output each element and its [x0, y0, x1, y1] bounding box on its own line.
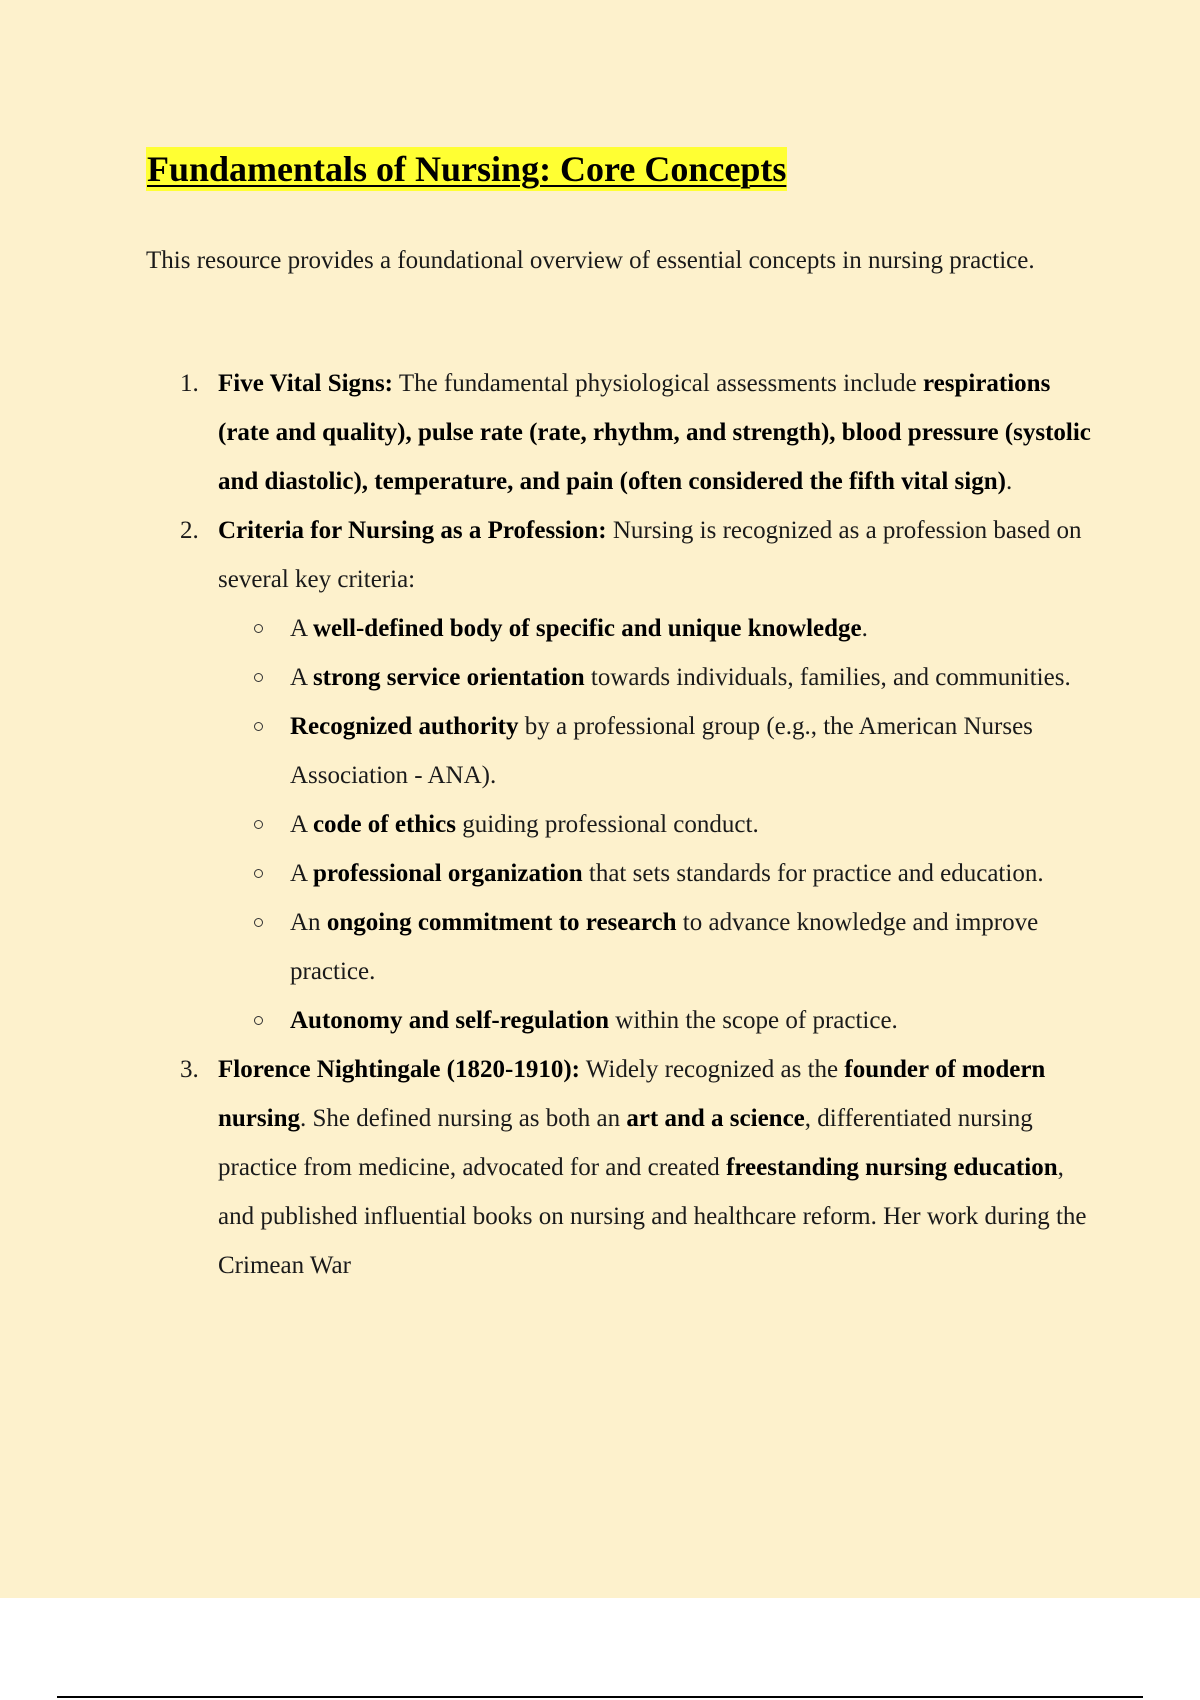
- sub-item-text: .: [861, 615, 868, 642]
- sub-item-text: An: [290, 909, 327, 936]
- sub-item-bold: code of ethics: [312, 811, 456, 838]
- item-text: . She defined nursing as both an: [299, 1105, 627, 1132]
- sub-list-item: [218, 898, 1096, 996]
- footer-divider: [57, 1696, 1143, 1698]
- hollow-bullet-icon: [254, 1016, 263, 1025]
- item-heading: Five Vital Signs:: [218, 370, 394, 397]
- hollow-bullet-icon: [254, 673, 263, 682]
- sub-list-item: [218, 800, 1096, 849]
- hollow-bullet-icon: [254, 869, 263, 878]
- item-text: , and published influential books on nursing and healthcare reform. Her work during the Crimean War: [218, 1154, 1087, 1279]
- sub-item-text: towards individuals, families, and communities.: [584, 664, 1071, 691]
- list-number: 2.: [180, 517, 199, 544]
- sub-item-bold: strong service orientation: [312, 664, 585, 691]
- item-bold-text: founder of modern nursing: [218, 1056, 1046, 1132]
- item-text: .: [1005, 468, 1013, 495]
- hollow-bullet-icon: [254, 820, 263, 829]
- sub-item-text: A: [290, 860, 313, 887]
- sub-item-text: to advance knowledge and improve practice.: [290, 909, 1039, 985]
- list-item-vital-signs: [146, 359, 1096, 506]
- item-text: , differentiated nursing practice from medicine, advocated for and created: [218, 1105, 1033, 1181]
- hollow-bullet-icon: [254, 722, 263, 731]
- sub-item-bold: Autonomy and self-regulation: [290, 1007, 610, 1034]
- item-heading: Criteria for Nursing as a Profession:: [218, 517, 607, 544]
- list-item-florence-nightingale: [146, 1045, 1096, 1290]
- sub-item-bold: professional organization: [312, 860, 583, 887]
- sub-item-bold: ongoing commitment to research: [326, 909, 677, 936]
- item-text: Widely recognized as the: [579, 1056, 845, 1083]
- item-text: The fundamental physiological assessments include: [393, 370, 923, 397]
- hollow-bullet-icon: [254, 624, 263, 633]
- sub-item-text: guiding professional conduct.: [455, 811, 759, 838]
- sub-list-item: [218, 702, 1096, 800]
- concepts-list: [146, 359, 1096, 1290]
- sub-item-bold: well-defined body of specific and unique knowledge: [312, 615, 862, 642]
- page-title: Fundamentals of Nursing: Core Concepts: [147, 149, 787, 189]
- sub-item-text: A: [290, 615, 313, 642]
- item-bold-text: respirations (rate and quality), pulse rate (rate, rhythm, and strength), blood pressure (systolic and diastolic), temperature, and pain (often considered the fifth vital sign): [218, 370, 1091, 495]
- criteria-sublist: [218, 604, 1096, 1045]
- sub-list-item: [218, 996, 1096, 1045]
- sub-item-text: that sets standards for practice and education.: [582, 860, 1044, 887]
- sub-list-item: [218, 653, 1096, 702]
- intro-paragraph: This resource provides a foundational overview of essential concepts in nursing practice.: [146, 247, 1035, 274]
- item-bold-text: freestanding nursing education: [726, 1154, 1058, 1181]
- list-number: 1.: [180, 370, 199, 397]
- hollow-bullet-icon: [254, 918, 263, 927]
- sub-item-text: A: [290, 811, 313, 838]
- item-heading: Florence Nightingale (1820-1910):: [218, 1056, 580, 1083]
- sub-item-text: within the scope of practice.: [609, 1007, 898, 1034]
- sub-item-text: by a professional group (e.g., the American Nurses Association - ANA).: [290, 713, 1033, 789]
- list-number: 3.: [180, 1056, 199, 1083]
- sub-item-text: A: [290, 664, 313, 691]
- sub-list-item: [218, 604, 1096, 653]
- list-item-profession-criteria: [146, 506, 1096, 1045]
- item-bold-text: art and a science: [626, 1105, 805, 1132]
- sub-item-bold: Recognized authority: [290, 713, 519, 740]
- sub-list-item: [218, 849, 1096, 898]
- item-text: Nursing is recognized as a profession based on several key criteria:: [218, 517, 1082, 593]
